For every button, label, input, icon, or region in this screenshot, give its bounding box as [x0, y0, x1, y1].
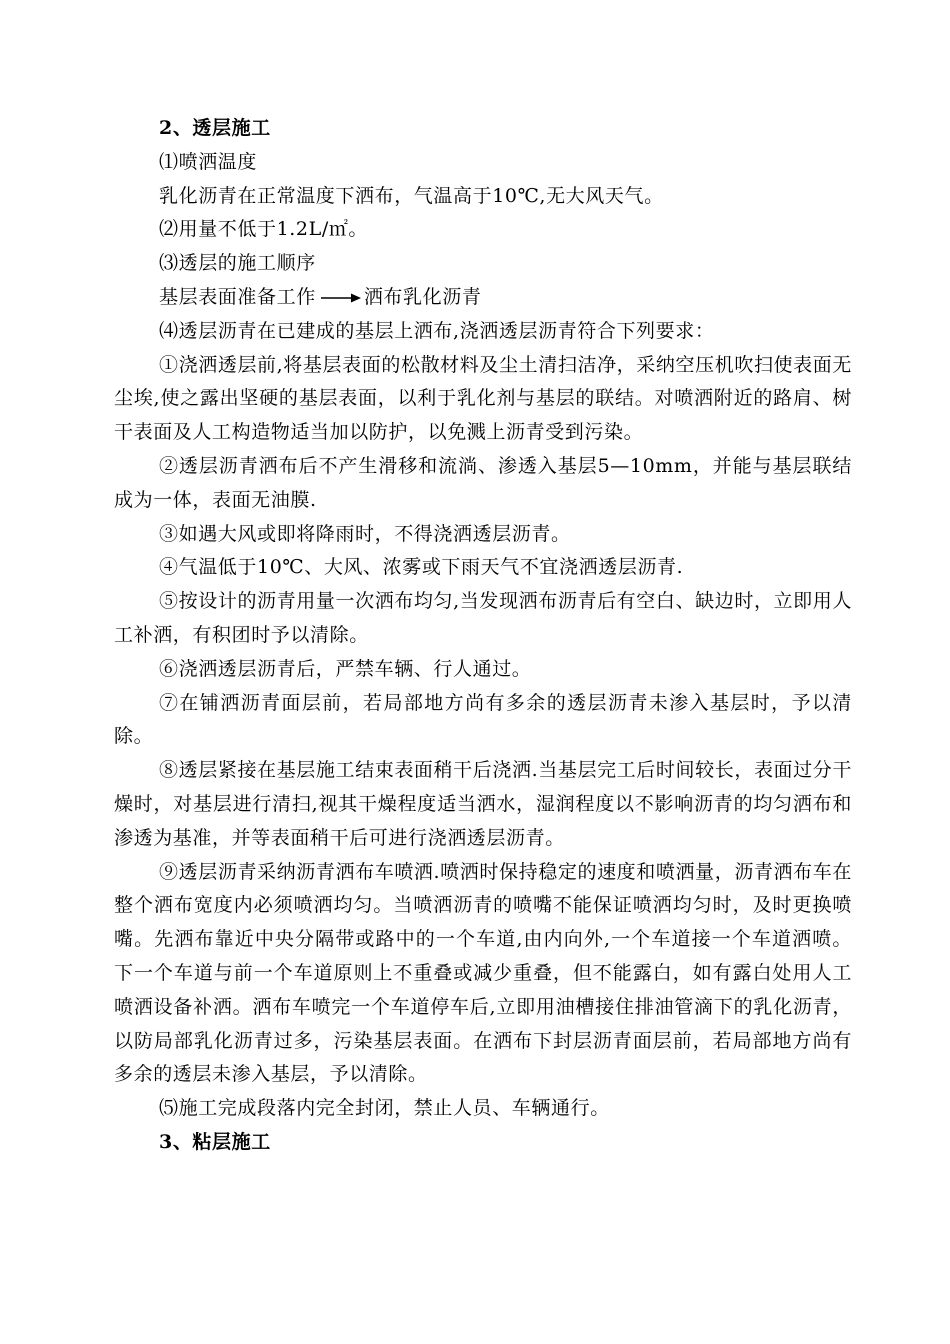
item-1-text: 乳化沥青在正常温度下洒布，气温高于10℃,无大风天气。 — [159, 184, 664, 207]
flow-step-2: 洒布乳化沥青 — [363, 285, 482, 308]
requirement-3: ③如遇大风或即将降雨时，不得浇洒透层沥青。 — [159, 522, 571, 545]
item-5-text: ⑸施工完成段落内完全封闭，禁止人员、车辆通行。 — [159, 1097, 610, 1120]
item-3-title: ⑶透层的施工顺序 — [159, 252, 316, 275]
item-4-text: ⑷透层沥青在已建成的基层上洒布,浇洒透层沥青符合下列要求： — [159, 319, 715, 342]
construction-flow — [114, 281, 852, 315]
right-arrow-icon — [320, 291, 362, 305]
requirement-2: ②透层沥青洒布后不产生滑移和流淌、渗透入基层5—10mm，并能与基层联结成为一体，表面无油膜. — [114, 454, 852, 511]
section-heading-3: 3、粘层施工 — [159, 1130, 271, 1153]
flow-step-1: 基层表面准备工作 — [159, 285, 316, 308]
document-page — [114, 112, 852, 1160]
requirement-1: ①浇洒透层前,将基层表面的松散材料及尘土清扫洁净，采纳空压机吹扫使表面无尘埃,使之露出坚硬的基层表面，以利于乳化剂与基层的联结。对喷洒附近的路肩、树干表面及人工构造物适当加以防护，以免溅上沥青受到污染。 — [114, 353, 852, 444]
item-2-text: ⑵用量不低于1.2L/㎡。 — [159, 218, 369, 241]
requirement-8: ⑧透层紧接在基层施工结束表面稍干后浇洒.当基层完工后时间较长，表面过分干燥时，对基层进行清扫,视其干燥程度适当洒水，湿润程度以不影响沥青的均匀洒布和渗透为基准，并等表面稍干后可进行浇洒透层沥青。 — [114, 759, 852, 849]
section-heading-2: 2、透层施工 — [159, 117, 271, 139]
requirement-5: ⑤按设计的沥青用量一次洒布均匀,当发现洒布沥青后有空白、缺边时，立即用人工补洒，有积团时予以清除。 — [114, 590, 852, 646]
item-1-title: ⑴喷洒温度 — [159, 150, 258, 173]
requirement-9: ⑨透层沥青采纳沥青洒布车喷洒.喷洒时保持稳定的速度和喷洒量，沥青洒布车在整个洒布宽度内必须喷洒均匀。当喷洒沥青的喷嘴不能保证喷洒均匀时，及时更换喷嘴。先洒布靠近中央分隔带或路中的一个车道,由内向外,一个车道接一个车道洒喷。下一个车道与前一个车道原则上不重叠或减少重叠，但不能露白，如有露白处用人工喷洒设备补洒。洒布车喷完一个车道停车后,立即用油槽接住排油管滴下的乳化沥青，以防局部乳化沥青过多，污染基层表面。在洒布下封层沥青面层前，若局部地方尚有多余的透层未渗入基层，予以清除。 — [114, 860, 852, 1086]
requirement-4: ④气温低于10℃、大风、浓雾或下雨天气不宜浇洒透层沥青. — [159, 556, 684, 579]
requirement-6: ⑥浇洒透层沥青后，严禁车辆、行人通过。 — [159, 657, 532, 680]
requirement-7: ⑦在铺洒沥青面层前，若局部地方尚有多余的透层沥青未渗入基层时，予以清除。 — [114, 691, 852, 748]
